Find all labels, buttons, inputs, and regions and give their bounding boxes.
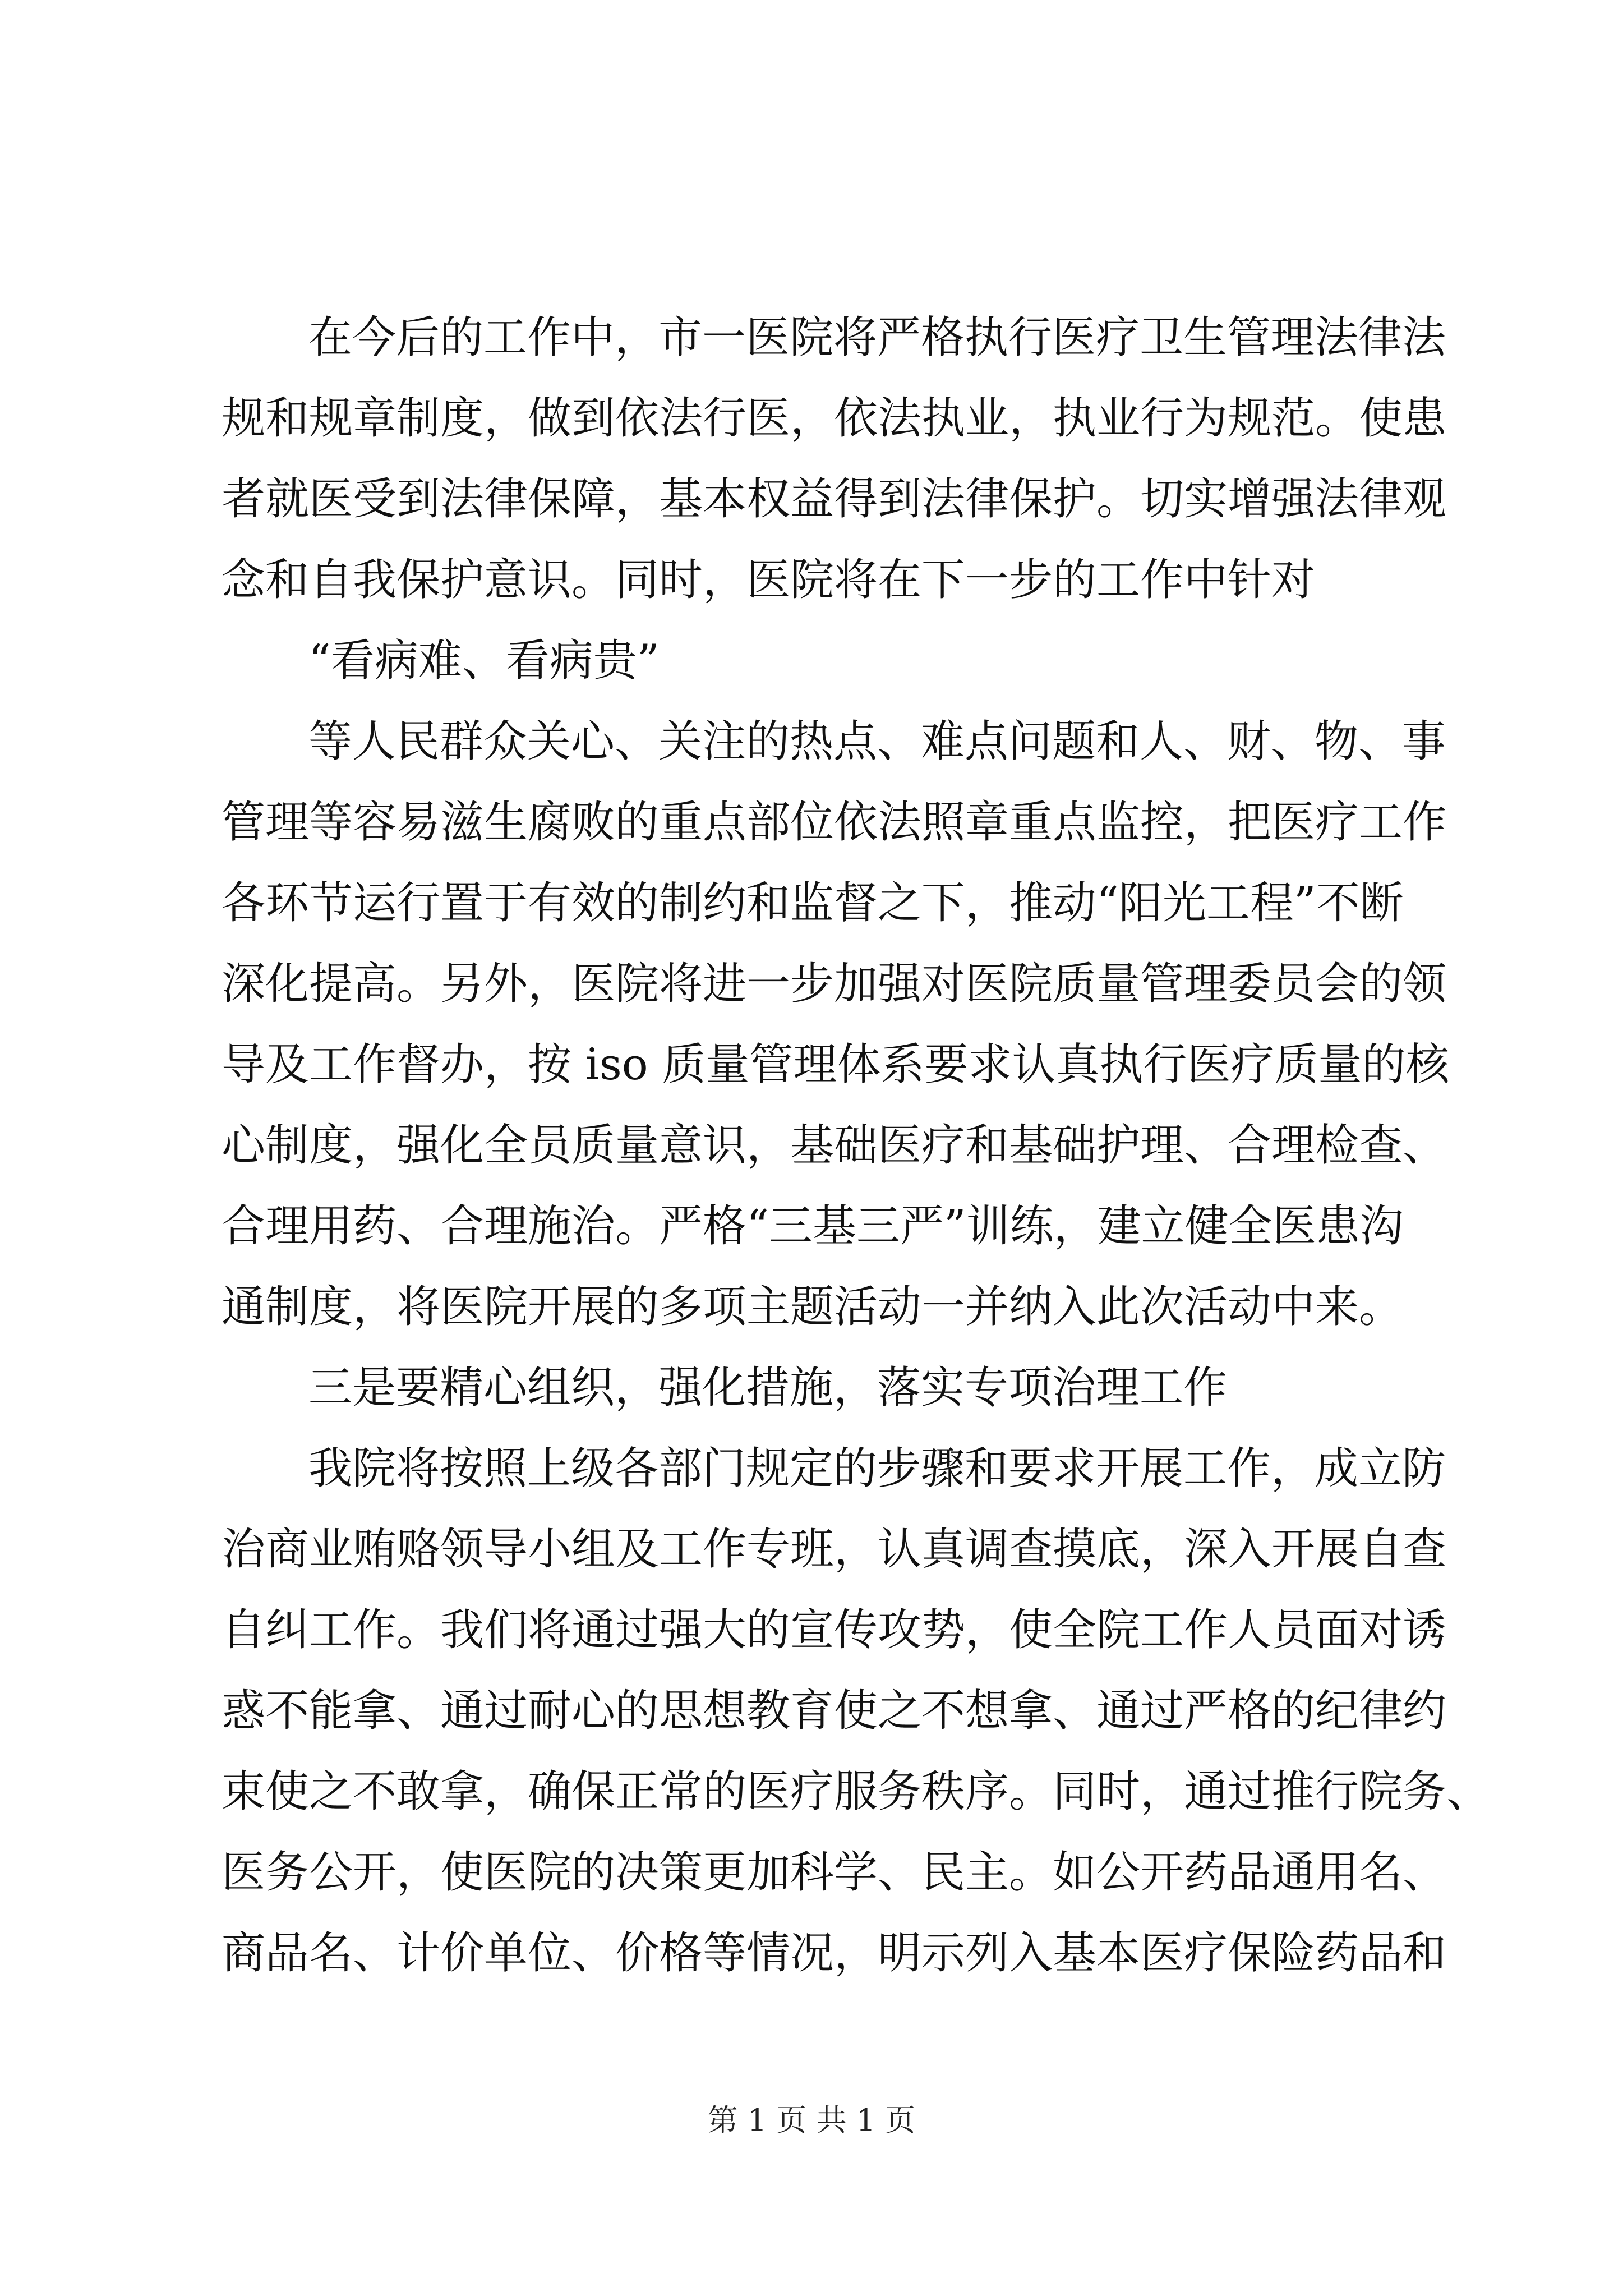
text-line: 导及工作督办，按 iso 质量管理体系要求认真执行医疗质量的核: [222, 1039, 1450, 1090]
text-line: 束使之不敢拿，确保正常的医疗服务秩序。同时，通过推行院务、: [222, 1766, 1491, 1817]
text-line: 医务公开，使医院的决策更加科学、民主。如公开药品通用名、: [222, 1847, 1447, 1898]
text-line: 我院将按照上级各部门规定的步骤和要求开展工作，成立防: [308, 1443, 1446, 1494]
text-line: 各环节运行置于有效的制约和监督之下，推动“阳光工程”不断: [222, 878, 1404, 928]
text-line: 规和规章制度，做到依法行医，依法执业，执业行为规范。使患: [222, 393, 1447, 444]
text-line: 在今后的工作中，市一医院将严格执行医疗卫生管理法律法: [308, 312, 1446, 363]
section-heading: 三是要精心组织，强化措施，落实专项治理工作: [308, 1363, 1228, 1413]
text-line: 心制度，强化全员质量意识，基础医疗和基础护理、合理检查、: [222, 1120, 1447, 1171]
text-line: 者就医受到法律保障，基本权益得到法律保护。切实增强法律观: [222, 474, 1447, 524]
text-line: 合理用药、合理施治。严格“三基三严”训练，建立健全医患沟: [222, 1201, 1404, 1251]
text-line: 惑不能拿、通过耐心的思想教育使之不想拿、通过严格的纪律约: [222, 1686, 1447, 1736]
text-line: 深化提高。另外，医院将进一步加强对医院质量管理委员会的领: [222, 959, 1447, 1009]
text-line: “看病难、看病贵”: [308, 636, 660, 686]
text-line: 自纠工作。我们将通过强大的宣传攻势，使全院工作人员面对诱: [222, 1605, 1447, 1655]
text-line: 等人民群众关心、关注的热点、难点问题和人、财、物、事: [308, 716, 1446, 767]
text-line: 商品名、计价单位、价格等情况，明示列入基本医疗保险药品和: [222, 1928, 1447, 1978]
page-number-footer: 第 1 页 共 1 页: [707, 2102, 916, 2138]
text-line: 治商业贿赂领导小组及工作专班，认真调查摸底，深入开展自查: [222, 1524, 1447, 1575]
text-line: 通制度，将医院开展的多项主题活动一并纳入此次活动中来。: [222, 1282, 1403, 1332]
text-line: 念和自我保护意识。同时，医院将在下一步的工作中针对: [222, 555, 1316, 605]
body-text: [222, 297, 1491, 1994]
text-line: 管理等容易滋生腐败的重点部位依法照章重点监控，把医疗工作: [222, 797, 1447, 848]
